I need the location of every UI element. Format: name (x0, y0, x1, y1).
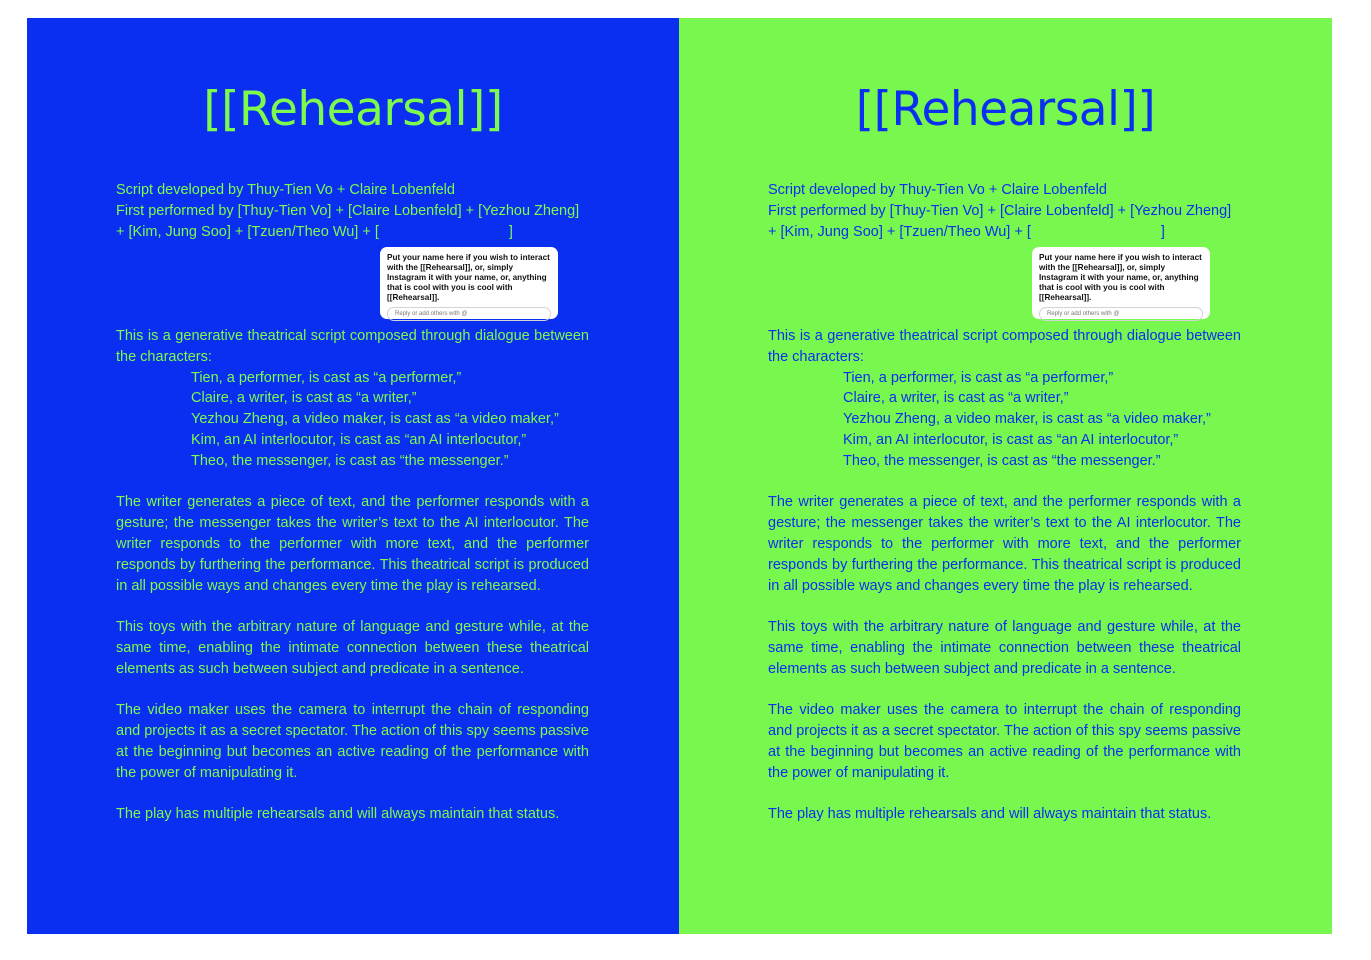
script-body (768, 326, 1241, 825)
credits (116, 180, 589, 242)
cast-list (191, 368, 589, 472)
cast-item: Kim, an AI interlocutor, is cast as “an AI interlocutor,” (191, 431, 527, 448)
cast-item: Claire, a writer, is cast as “a writer,” (843, 390, 1069, 407)
credits-line-3-end: ] (1160, 223, 1165, 240)
cast-list (843, 368, 1241, 472)
body-paragraph: The writer generates a piece of text, and the performer responds with a gesture; the messenger takes the writer’s text to the AI interlocutor. The writer responds to the performer with more text, and the performer responds by furthering the performance. This theatrical script is produced in all possible ways and changes every time the play is rehearsed. (116, 494, 589, 594)
right-page (679, 18, 1332, 934)
comment-card (1032, 247, 1210, 319)
body-paragraph: The play has multiple rehearsals and will always maintain that status. (768, 806, 1212, 823)
cast-item: Yezhou Zheng, a video maker, is cast as “a video maker,” (191, 411, 559, 428)
page-title: [[Rehearsal]] (855, 82, 1156, 137)
credits-line-1: Script developed by Thuy-Tien Vo + Claire Lobenfeld (768, 182, 1107, 198)
body-paragraph: The writer generates a piece of text, and the performer responds with a gesture; the messenger takes the writer’s text to the AI interlocutor. The writer responds to the performer with more text, and the performer responds by furthering the performance. This theatrical script is produced in all possible ways and changes every time the play is rehearsed. (768, 494, 1241, 594)
cast-item: Tien, a performer, is cast as “a performer,” (191, 369, 462, 386)
reply-input[interactable]: Reply or add others with @ (1039, 307, 1203, 321)
body-paragraph: The video maker uses the camera to interrupt the chain of responding and projects it as a secret spectator. The action of this spy seems passive at the beginning but becomes an active reading of the performance with the power of manipulating it. (116, 702, 589, 781)
cast-item: Theo, the messenger, is cast as “the messenger.” (843, 452, 1161, 469)
credits-line-3-start: + [Kim, Jung Soo] + [Tzuen/Theo Wu] + [ (768, 223, 1031, 240)
comment-text: Put your name here if you wish to interact with the [[Rehearsal]], or, simply Instagram it with your name, or, anything that is cool with you is cool with [[Rehearsal]]. (387, 253, 550, 302)
cast-item: Tien, a performer, is cast as “a performer,” (843, 369, 1114, 386)
credits-line-3-start: + [Kim, Jung Soo] + [Tzuen/Theo Wu] + [ (116, 223, 379, 240)
cast-item: Theo, the messenger, is cast as “the messenger.” (191, 452, 509, 469)
page-title: [[Rehearsal]] (203, 82, 503, 137)
body-paragraph: This toys with the arbitrary nature of language and gesture while, at the same time, enabling the intimate connection between these theatrical elements as such between subject and predicate in a sentence. (768, 619, 1241, 677)
credits-line-1: Script developed by Thuy-Tien Vo + Claire Lobenfeld (116, 182, 455, 198)
body-paragraph: The video maker uses the camera to interrupt the chain of responding and projects it as a secret spectator. The action of this spy seems passive at the beginning but becomes an active reading of the performance with the power of manipulating it. (768, 702, 1241, 781)
cast-item: Yezhou Zheng, a video maker, is cast as “a video maker,” (843, 411, 1211, 428)
left-page (27, 18, 679, 934)
intro-paragraph: This is a generative theatrical script composed through dialogue between the characters: (768, 328, 1241, 365)
credits-line-3 (768, 222, 1241, 243)
script-body (116, 326, 589, 825)
credits-line-3-end: ] (508, 223, 513, 240)
intro-paragraph: This is a generative theatrical script composed through dialogue between the characters: (116, 328, 589, 365)
body-paragraph: The play has multiple rehearsals and will always maintain that status. (116, 806, 560, 823)
cast-item: Claire, a writer, is cast as “a writer,” (191, 390, 417, 407)
comment-card (380, 247, 558, 319)
credits-line-3 (116, 222, 589, 243)
credits (768, 180, 1241, 242)
body-paragraph: This toys with the arbitrary nature of language and gesture while, at the same time, enabling the intimate connection between these theatrical elements as such between subject and predicate in a sentence. (116, 619, 589, 677)
comment-text: Put your name here if you wish to interact with the [[Rehearsal]], or, simply Instagram it with your name, or, anything that is cool with you is cool with [[Rehearsal]]. (1039, 253, 1202, 302)
reply-input[interactable]: Reply or add others with @ (387, 307, 551, 321)
credits-line-2: First performed by [Thuy-Tien Vo] + [Claire Lobenfeld] + [Yezhou Zheng] (768, 202, 1232, 219)
credits-line-2: First performed by [Thuy-Tien Vo] + [Claire Lobenfeld] + [Yezhou Zheng] (116, 202, 580, 219)
cast-item: Kim, an AI interlocutor, is cast as “an AI interlocutor,” (843, 431, 1179, 448)
